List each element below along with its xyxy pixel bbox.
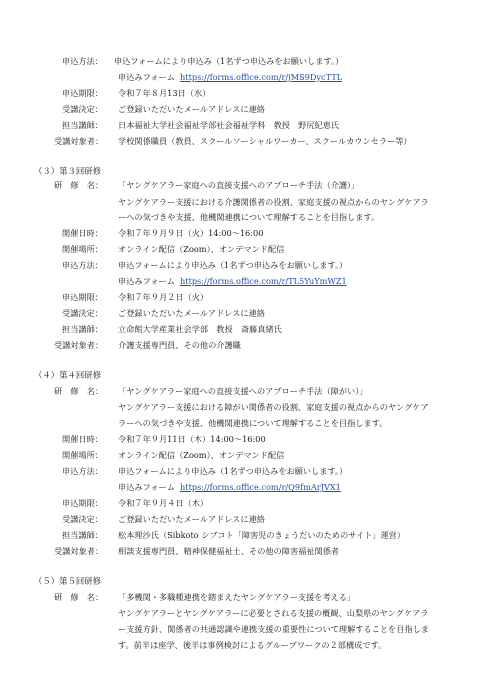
section4-venue-label: 開催場所： [62,450,103,460]
section3-title-label: 研 修 名： [54,180,104,190]
section5-title-label: 研 修 名： [54,592,104,602]
section3-desc-line1: ヤングケアラー支援における介護関係者の役割、家庭支援の視点からのヤングケアラ [118,197,429,207]
section3-acceptance: ご登録いただいたメールアドレスに連絡 [118,308,265,318]
section3-acceptance-label: 受講決定： [62,308,103,318]
target-label: 受講対象者： [54,136,104,146]
section3-apply-value: 申込フォームにより申込み（1名ずつ申込みをお願いします。） [118,260,348,270]
section3-target-label: 受講対象者： [54,340,104,350]
deadline-label: 申込期限： [62,88,103,98]
section3-venue: オンライン配信（Zoom）、オンデマンド配信 [118,244,285,254]
section3-date-label: 開催日時： [62,228,103,238]
section4-lecturer-label: 担当講師： [62,530,103,540]
section3-date: 令和７年９月９日（火）14:00～16:00 [118,228,264,238]
form-link[interactable]: https://forms.office.com/r/jMS9DycTTL [180,72,343,82]
section3-target: 介護支援専門員、その他の介護職 [118,340,241,350]
section3-lecturer: 立命館大学産業社会学部 教授 斎藤真緒氏 [118,324,282,334]
lecturer-value: 日本福祉大学社会福祉学部社会福祉学科 教授 野尻紀恵氏 [118,120,340,130]
section5-heading: （５）第５回研修 [34,576,101,586]
target-value: 学校関係職員（教員、スクールソーシャルワーカー、スクールカウンセラー等） [118,136,412,146]
section3-form-link[interactable]: https://forms.office.com/r/TL5YuYmWZ1 [180,276,347,286]
section4-deadline: 令和７年９月４日（木） [118,498,209,508]
section5-desc-line1: ヤングケアラーとヤングケアラーに必要とされる支援の概観、山梨県のヤングケアラ [118,608,429,618]
section4-title-label: 研 修 名： [54,386,104,396]
section3-deadline-label: 申込期限： [62,292,103,302]
section5-desc-line3: す。前半は座学、後半は事例検討によるグループワークの２部構成です。 [118,640,387,650]
section5-desc-line2: ー支援方針、関係者の共通認識や連携支援の重要性について理解することを目指しま [118,624,429,634]
section4-acceptance-label: 受講決定： [62,514,103,524]
lecturer-label: 担当講師： [62,120,103,130]
section4-venue: オンライン配信（Zoom）、オンデマンド配信 [118,450,285,460]
section4-target-label: 受講対象者： [54,546,104,556]
apply-method-label: 申込方法： [62,56,103,66]
apply-method-value: 申込フォームにより申込み（1名ずつ申込みをお願いします。） [114,56,344,66]
section4-deadline-label: 申込期限： [62,498,103,508]
section4-lecturer: 松本理沙氏（Sibkoto シブコト「障害児のきょうだいのためのサイト」運営） [118,530,406,540]
section3-heading: （３）第３回研修 [34,166,101,176]
section4-form-label: 申込みフォーム [118,482,175,492]
section4-desc-line1: ヤングケアラー支援における障がい関係者の役割、家庭支援の視点からのヤングケア [118,402,429,412]
section3-form-label: 申込みフォーム [118,276,175,286]
section4-form-link[interactable]: https://forms.office.com/r/Q9fmArJVX1 [180,482,341,492]
section4-title: 「ヤングケアラー家庭への直接支援へのアプローチ手法（障がい）」 [118,386,368,396]
form-label: 申込みフォーム [118,72,175,82]
section4-apply-label: 申込方法： [62,466,103,476]
section4-date: 令和７年９月11日（木）14:00～16:00 [118,434,266,444]
section4-heading: （４）第４回研修 [34,370,101,380]
section4-date-label: 開催日時： [62,434,103,444]
section3-deadline: 令和７年９月２日（火） [118,292,209,302]
section4-apply-value: 申込フォームにより申込み（1名ずつ申込みをお願いします。） [118,466,348,476]
section3-title: 「ヤングケアラー家庭への直接支援へのアプローチ手法（介護）」 [118,180,360,190]
section4-acceptance: ご登録いただいたメールアドレスに連絡 [118,514,265,524]
acceptance-value: ご登録いただいたメールアドレスに連絡 [118,104,265,114]
section3-lecturer-label: 担当講師： [62,324,103,334]
acceptance-label: 受講決定： [62,104,103,114]
section4-desc-line2: ラーへの気づきや支援、他機関連携について理解することを目指します。 [118,418,388,428]
section3-apply-label: 申込方法： [62,260,103,270]
section3-venue-label: 開催場所： [62,244,103,254]
deadline-value: 令和７年８月13日（水） [118,88,211,98]
section3-desc-line2: ーへの気づきや支援、他機関連携について理解することを目指します。 [118,212,380,222]
section4-target: 相談支援専門員、精神保健福祉士、その他の障害福祉関係者 [118,546,340,556]
section5-title: 「多機関・多職種連携を踏まえたヤングケアラー支援を考える」 [118,592,356,602]
